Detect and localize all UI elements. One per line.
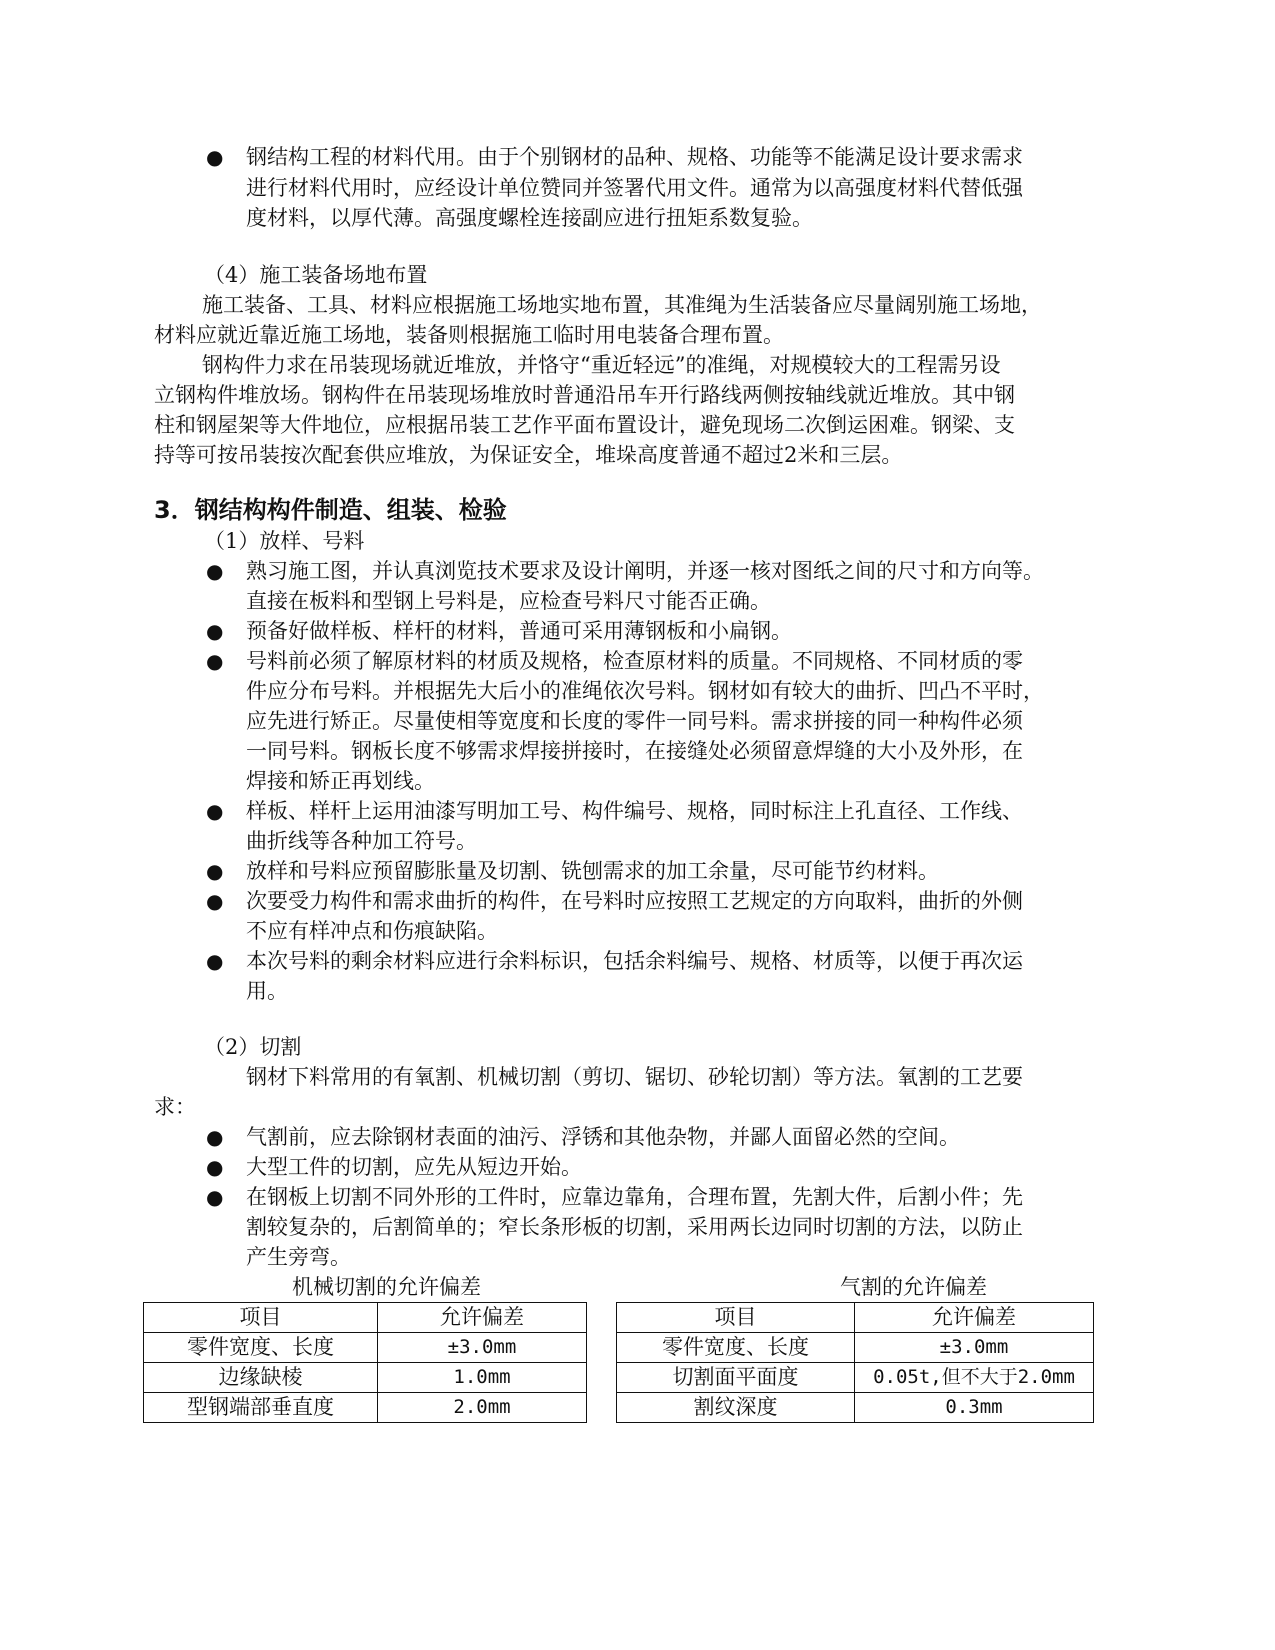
- bullet-text-line: 号料前必须了解原材料的材质及规格，检查原材料的质量。不同规格、不同材质的零: [246, 649, 1023, 673]
- paragraph-line: 柱和钢屋架等大件地位，应根据吊装工艺作平面布置设计，避免现场二次倒运困难。钢梁、支: [154, 413, 1015, 437]
- bullet-text-line: 样板、样杆上运用油漆写明加工号、构件编号、规格，同时标注上孔直径、工作线、: [246, 799, 1023, 823]
- bullet-text-line: 曲折线等各种加工符号。: [246, 829, 477, 853]
- gas-cutting-tolerance-table: [616, 1302, 1094, 1423]
- paragraph-line: 立钢构件堆放场。钢构件在吊装现场堆放时普通沿吊车开行路线两侧按轴线就近堆放。其中钢: [154, 383, 1015, 407]
- text-line: 度材料，以厚代薄。高强度螺栓连接副应进行扭矩系数复验。: [246, 206, 813, 230]
- table-cell: 割纹深度: [617, 1393, 855, 1423]
- table-cell: 零件宽度、长度: [144, 1333, 378, 1363]
- table-row: [617, 1333, 1094, 1363]
- bullet-icon: [206, 616, 223, 646]
- bullet-text-line: 熟习施工图，并认真浏览技术要求及设计阐明，并逐一核对图纸之间的尺寸和方向等。: [246, 559, 1044, 583]
- bullet-text-line: 产生旁弯。: [246, 1245, 351, 1269]
- table-cell: 型钢端部垂直度: [144, 1393, 378, 1423]
- paragraph-line: 求：: [154, 1095, 196, 1119]
- mechanical-cutting-tolerance-table: [143, 1302, 587, 1423]
- table-header-cell: 项目: [617, 1303, 855, 1333]
- table-row: [617, 1393, 1094, 1423]
- table-caption-mechanical: 机械切割的允许偏差: [292, 1275, 481, 1299]
- subsection-title: （1）放样、号料: [204, 529, 365, 553]
- table-cell: ±3.0mm: [378, 1333, 587, 1363]
- table-cell: 2.0mm: [378, 1393, 587, 1423]
- bullet-text-line: 用。: [246, 979, 288, 1003]
- bullet-text-line: 本次号料的剩余材料应进行余料标识，包括余料编号、规格、材质等，以便于再次运: [246, 949, 1023, 973]
- bullet-text-line: 一同号料。钢板长度不够需求焊接拼接时，在接缝处必须留意焊缝的大小及外形，在: [246, 739, 1023, 763]
- table-cell: ±3.0mm: [855, 1333, 1094, 1363]
- table-cell: 0.3mm: [855, 1393, 1094, 1423]
- bullet-icon: [206, 556, 223, 586]
- table-header-row: [617, 1303, 1094, 1333]
- table-cell: 切割面平面度: [617, 1363, 855, 1393]
- bullet-icon: [206, 646, 223, 676]
- bullet-text-line: 预备好做样板、样杆的材料，普通可采用薄钢板和小扁钢。: [246, 619, 792, 643]
- bullet-text-line: 大型工件的切割，应先从短边开始。: [246, 1155, 582, 1179]
- table-header-row: [144, 1303, 587, 1333]
- paragraph-line: 钢构件力求在吊装现场就近堆放，并恪守“重近轻远”的准绳，对规模较大的工程需另设: [202, 353, 1001, 377]
- bullet-icon: [206, 1122, 223, 1152]
- table-caption-gas: 气割的允许偏差: [840, 1275, 987, 1299]
- bullet-text-line: 在钢板上切割不同外形的工件时，应靠边靠角，合理布置，先割大件，后割小件；先: [246, 1185, 1023, 1209]
- bullet-icon: [206, 856, 223, 886]
- table-cell: 1.0mm: [378, 1363, 587, 1393]
- bullet-text-line: 气割前，应去除钢材表面的油污、浮锈和其他杂物，并鄙人面留必然的空间。: [246, 1125, 960, 1149]
- paragraph-line: 持等可按吊装按次配套供应堆放，为保证安全，堆垛高度普通不超过2米和三层。: [154, 443, 903, 467]
- bullet-icon: [206, 1182, 223, 1212]
- bullet-text-line: 直接在板料和型钢上号料是，应检查号料尺寸能否正确。: [246, 589, 771, 613]
- table-cell: 零件宽度、长度: [617, 1333, 855, 1363]
- table-header-cell: 允许偏差: [855, 1303, 1094, 1333]
- bullet-text-line: 放样和号料应预留膨胀量及切割、铣刨需求的加工余量，尽可能节约材料。: [246, 859, 939, 883]
- table-row: [144, 1333, 587, 1363]
- paragraph-line: 材料应就近靠近施工场地，装备则根据施工临时用电装备合理布置。: [154, 323, 784, 347]
- table-row: [617, 1363, 1094, 1393]
- paragraph-line: 钢材下料常用的有氧割、机械切割（剪切、锯切、砂轮切割）等方法。氧割的工艺要: [246, 1065, 1023, 1089]
- section-title: （4）施工装备场地布置: [204, 263, 428, 287]
- text-line: 钢结构工程的材料代用。由于个别钢材的品种、规格、功能等不能满足设计要求需求: [246, 145, 1023, 169]
- bullet-text-line: 次要受力构件和需求曲折的构件，在号料时应按照工艺规定的方向取料，曲折的外侧: [246, 889, 1023, 913]
- table-header-cell: 允许偏差: [378, 1303, 587, 1333]
- section-heading: 3．钢结构构件制造、组装、检验: [154, 496, 507, 524]
- bullet-icon: [206, 886, 223, 916]
- bullet-text-line: 件应分布号料。并根据先大后小的准绳依次号料。钢材如有较大的曲折、凹凸不平时，: [246, 679, 1044, 703]
- bullet-text-line: 应先进行矫正。尽量使相等宽度和长度的零件一同号料。需求拼接的同一种构件必须: [246, 709, 1023, 733]
- bullet-icon: [206, 796, 223, 826]
- table-cell: 边缘缺棱: [144, 1363, 378, 1393]
- bullet-text-line: 焊接和矫正再划线。: [246, 769, 435, 793]
- table-row: [144, 1363, 587, 1393]
- bullet-text-line: 割较复杂的，后割简单的；窄长条形板的切割，采用两长边同时切割的方法，以防止: [246, 1215, 1023, 1239]
- subsection-title: （2）切割: [204, 1035, 302, 1059]
- bullet-text-line: 不应有样冲点和伤痕缺陷。: [246, 919, 498, 943]
- table-row: [144, 1393, 587, 1423]
- bullet-icon: [206, 946, 223, 976]
- table-header-cell: 项目: [144, 1303, 378, 1333]
- table-cell: 0.05t,但不大于2.0mm: [855, 1363, 1094, 1393]
- bullet-icon: [206, 142, 223, 172]
- paragraph-line: 施工装备、工具、材料应根据施工场地实地布置，其准绳为生活装备应尽量阔别施工场地，: [202, 293, 1042, 317]
- text-line: 进行材料代用时，应经设计单位赞同并签署代用文件。通常为以高强度材料代替低强: [246, 176, 1023, 200]
- bullet-icon: [206, 1152, 223, 1182]
